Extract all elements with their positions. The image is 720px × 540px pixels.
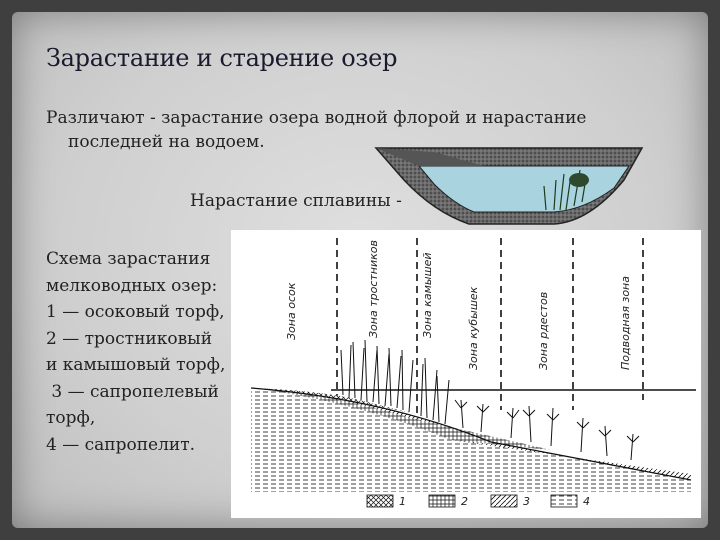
intro-line-1: Различают - зарастание озера водной флорой и нарастание [46, 108, 587, 128]
legend-label-3: 3 [523, 495, 530, 508]
zone-label-sedges: Зона осок [285, 282, 298, 340]
legend [367, 495, 590, 508]
zone-label-bulrushes: Зона камышей [421, 252, 434, 338]
legend-label-2: 2 [461, 495, 468, 508]
slide-title: Зарастание и старение озер [46, 44, 398, 72]
caption-line: 3 — сапропелевый [46, 381, 219, 402]
overgrowth-diagram [231, 230, 701, 518]
caption-line: и камышовый торф, [46, 355, 226, 375]
zone-boundaries [337, 238, 643, 430]
caption-line: Схема зарастания [46, 249, 211, 269]
legend-label-1: 1 [399, 495, 406, 508]
zone-label-underwater: Подводная зона [619, 276, 632, 370]
caption-line: 2 — тростниковый [46, 328, 213, 349]
zone-label-pondweeds: Зона рдестов [537, 291, 550, 370]
subheading: Нарастание сплавины - [190, 191, 402, 211]
caption-line: 4 — сапропелит. [46, 434, 196, 455]
intro-line-2: последней на водоем. [68, 132, 265, 152]
legend-swatch-3 [491, 495, 517, 507]
legend-swatch-4 [551, 495, 577, 507]
zone-label-reeds: Зона тростников [367, 240, 380, 338]
caption-list [46, 246, 246, 458]
legend-label-4: 4 [583, 495, 590, 508]
legend-swatch-1 [367, 495, 393, 507]
legend-swatch-2 [429, 495, 455, 507]
lake-cross-section-image [374, 140, 644, 232]
caption-line: 1 — осоковый торф, [46, 302, 225, 322]
caption-line: мелководных озер: [46, 275, 218, 296]
caption-line: торф, [46, 408, 96, 428]
zone-label-water-lilies: Зона кубышек [467, 286, 480, 370]
sediment-layers [251, 388, 691, 492]
